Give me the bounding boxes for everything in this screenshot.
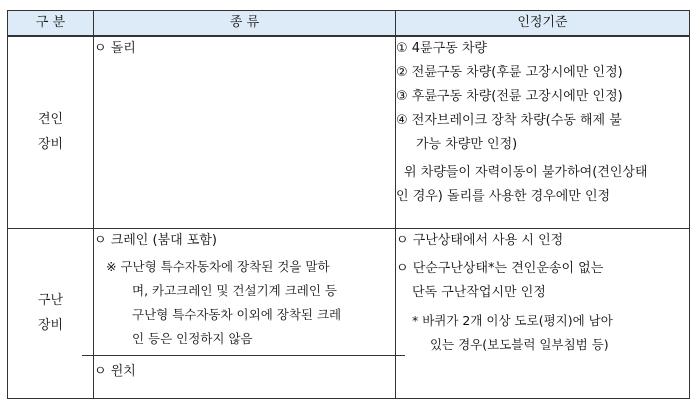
- standard-item: ① 4륜구동 차량: [396, 41, 487, 56]
- standard-recovery: [396, 228, 690, 398]
- type-note: [94, 255, 395, 351]
- type-item-crane: ㅇ 크레인 (붐대 포함): [94, 232, 218, 248]
- type-note-line: 인 등은 인정하지 않음: [132, 330, 253, 346]
- table-row-recovery: [8, 228, 690, 398]
- category-recovery: [8, 228, 94, 398]
- standard-item: ㅇ 구난상태에서 사용 시 인정: [396, 232, 564, 248]
- category-line: 장비: [37, 137, 64, 153]
- standard-item-continued: 단독 구난작업시만 인정: [412, 284, 546, 300]
- standard-towing: [396, 36, 690, 228]
- standard-note-line: 있는 경우(보도블럭 일부침범 등): [430, 336, 609, 352]
- table-row-towing: [8, 36, 690, 228]
- type-item-winch: ㅇ 윈치: [94, 363, 136, 379]
- type-note-line: ※ 구난형 특수자동차에 장착된 것을 말하: [106, 258, 330, 274]
- category-towing: [8, 36, 94, 228]
- type-note-line: 구난형 특수자동차 이외에 장착된 크레: [132, 306, 342, 322]
- header-type: 종 류: [94, 11, 396, 37]
- type-recovery: [94, 228, 396, 398]
- table-header-row: [8, 11, 690, 37]
- type-towing: [94, 36, 396, 228]
- standard-item-continued: 가능 차량만 인정): [416, 137, 518, 152]
- header-category: 구 분: [8, 11, 94, 37]
- standard-item: ③ 후륜구동 차량(전륜 고장시에만 인정): [396, 89, 623, 104]
- standard-note-continued: 인 경우) 돌리를 사용한 경우에만 인정: [396, 189, 611, 204]
- type-note-line: 며, 카고크레인 및 건설기계 크레인 등: [132, 282, 337, 298]
- type-item-dolly: ㅇ 돌리: [94, 41, 136, 56]
- category-line: 구난: [37, 293, 64, 308]
- criteria-table: [7, 10, 690, 399]
- header-standard: 인정기준: [396, 11, 690, 37]
- category-line: 견인: [37, 112, 64, 128]
- standard-note: [396, 309, 689, 357]
- category-line: 장비: [37, 318, 64, 333]
- standard-item: ④ 전자브레이크 장착 차량(수동 해제 불: [396, 113, 622, 128]
- standard-item: ② 전륜구동 차량(후륜 고장시에만 인정): [396, 65, 623, 80]
- standard-item: ㅇ 단순구난상태*는 견인운송이 없는: [396, 260, 604, 276]
- standard-note: 위 차량들이 자력이동이 불가하여(견인상태: [404, 165, 648, 180]
- standard-note-line: * 바퀴가 2개 이상 도로(평지)에 남아: [412, 312, 613, 328]
